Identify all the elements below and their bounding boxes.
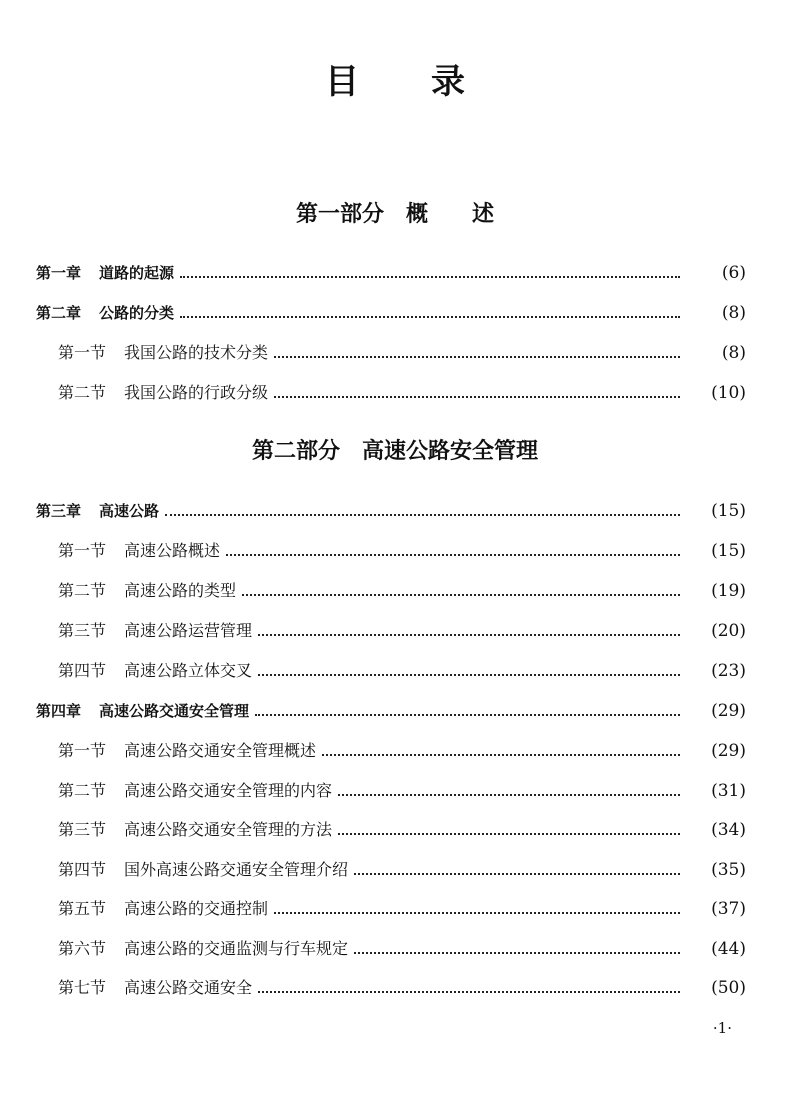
toc-entry[interactable] [36, 696, 746, 722]
entry-number: 第一节 [58, 541, 107, 560]
toc-entry[interactable] [58, 815, 746, 841]
entry-title: 高速公路的交通监测与行车规定 [124, 939, 349, 958]
entry-title: 高速公路的类型 [124, 581, 237, 600]
dot-leader [255, 714, 680, 716]
toc-entry[interactable] [58, 973, 746, 999]
dot-leader [165, 514, 680, 516]
dot-leader [322, 754, 680, 756]
entry-number: 第一章 [36, 264, 82, 282]
toc-entry[interactable] [58, 576, 746, 602]
part-heading: 第一部分 概 述 [295, 201, 494, 227]
toc-entry[interactable] [58, 536, 746, 562]
entry-number: 第三节 [58, 820, 107, 839]
toc-entry[interactable] [58, 378, 746, 404]
entry-number: 第一节 [58, 741, 107, 760]
entry-page: (34) [711, 820, 746, 840]
entry-page: (31) [711, 781, 746, 801]
entry-page: (20) [711, 621, 746, 641]
entry-title: 高速公路 [99, 502, 160, 520]
dot-leader [274, 396, 680, 398]
entry-number: 第三章 [36, 502, 82, 520]
entry-page: (10) [711, 383, 746, 403]
entry-number: 第一节 [58, 343, 107, 362]
entry-title: 国外高速公路交通安全管理介绍 [124, 860, 349, 879]
page-number: ·1· [712, 1019, 732, 1037]
part-heading: 第二部分 高速公路安全管理 [251, 438, 538, 464]
toc-entry[interactable] [58, 855, 746, 881]
dot-leader [180, 316, 680, 318]
toc-entry[interactable] [58, 736, 746, 762]
dot-leader [338, 833, 680, 835]
entry-title: 高速公路立体交叉 [124, 661, 253, 680]
entry-page: (15) [711, 541, 746, 561]
entry-title: 道路的起源 [99, 264, 175, 282]
entry-title: 高速公路运营管理 [124, 621, 253, 640]
entry-page: (6) [721, 263, 746, 283]
toc-entry[interactable] [58, 894, 746, 920]
entry-page: (29) [711, 701, 746, 721]
entry-title: 公路的分类 [99, 304, 175, 322]
entry-number: 第二章 [36, 304, 82, 322]
toc-entry[interactable] [36, 258, 746, 284]
entry-number: 第二节 [58, 383, 107, 402]
toc-entry[interactable] [36, 298, 746, 324]
entry-number: 第四节 [58, 661, 107, 680]
toc-entry[interactable] [58, 776, 746, 802]
toc-entry[interactable] [58, 338, 746, 364]
entry-number: 第六节 [58, 939, 107, 958]
entry-title: 我国公路的技术分类 [124, 343, 269, 362]
dot-leader [258, 991, 680, 993]
toc-entry[interactable] [58, 934, 746, 960]
entry-title: 高速公路交通安全管理的内容 [124, 781, 333, 800]
entry-page: (37) [711, 899, 746, 919]
dot-leader [338, 794, 680, 796]
entry-title: 高速公路交通安全管理概述 [124, 741, 317, 760]
toc-entry[interactable] [36, 496, 746, 522]
dot-leader [274, 356, 680, 358]
dot-leader [354, 873, 680, 875]
entry-title: 高速公路交通安全管理 [99, 702, 250, 720]
entry-page: (8) [721, 343, 746, 363]
document-title: 目录 [325, 62, 537, 102]
dot-leader [354, 952, 680, 954]
entry-title: 高速公路交通安全 [124, 978, 253, 997]
toc-entry[interactable] [58, 656, 746, 682]
dot-leader [242, 594, 680, 596]
dot-leader [258, 674, 680, 676]
entry-page: (50) [711, 978, 746, 998]
entry-number: 第三节 [58, 621, 107, 640]
dot-leader [258, 634, 680, 636]
dot-leader [274, 912, 680, 914]
entry-number: 第四节 [58, 860, 107, 879]
entry-title: 我国公路的行政分级 [124, 383, 269, 402]
entry-page: (8) [721, 303, 746, 323]
dot-leader [180, 276, 680, 278]
entry-number: 第四章 [36, 702, 82, 720]
entry-number: 第二节 [58, 581, 107, 600]
dot-leader [226, 554, 680, 556]
entry-page: (29) [711, 741, 746, 761]
entry-number: 第五节 [58, 899, 107, 918]
entry-number: 第七节 [58, 978, 107, 997]
entry-number: 第二节 [58, 781, 107, 800]
entry-page: (15) [711, 501, 746, 521]
entry-title: 高速公路的交通控制 [124, 899, 269, 918]
entry-page: (23) [711, 661, 746, 681]
entry-page: (19) [711, 581, 746, 601]
entry-title: 高速公路概述 [124, 541, 221, 560]
toc-entry[interactable] [58, 616, 746, 642]
entry-page: (35) [711, 860, 746, 880]
entry-page: (44) [711, 939, 746, 959]
entry-title: 高速公路交通安全管理的方法 [124, 820, 333, 839]
